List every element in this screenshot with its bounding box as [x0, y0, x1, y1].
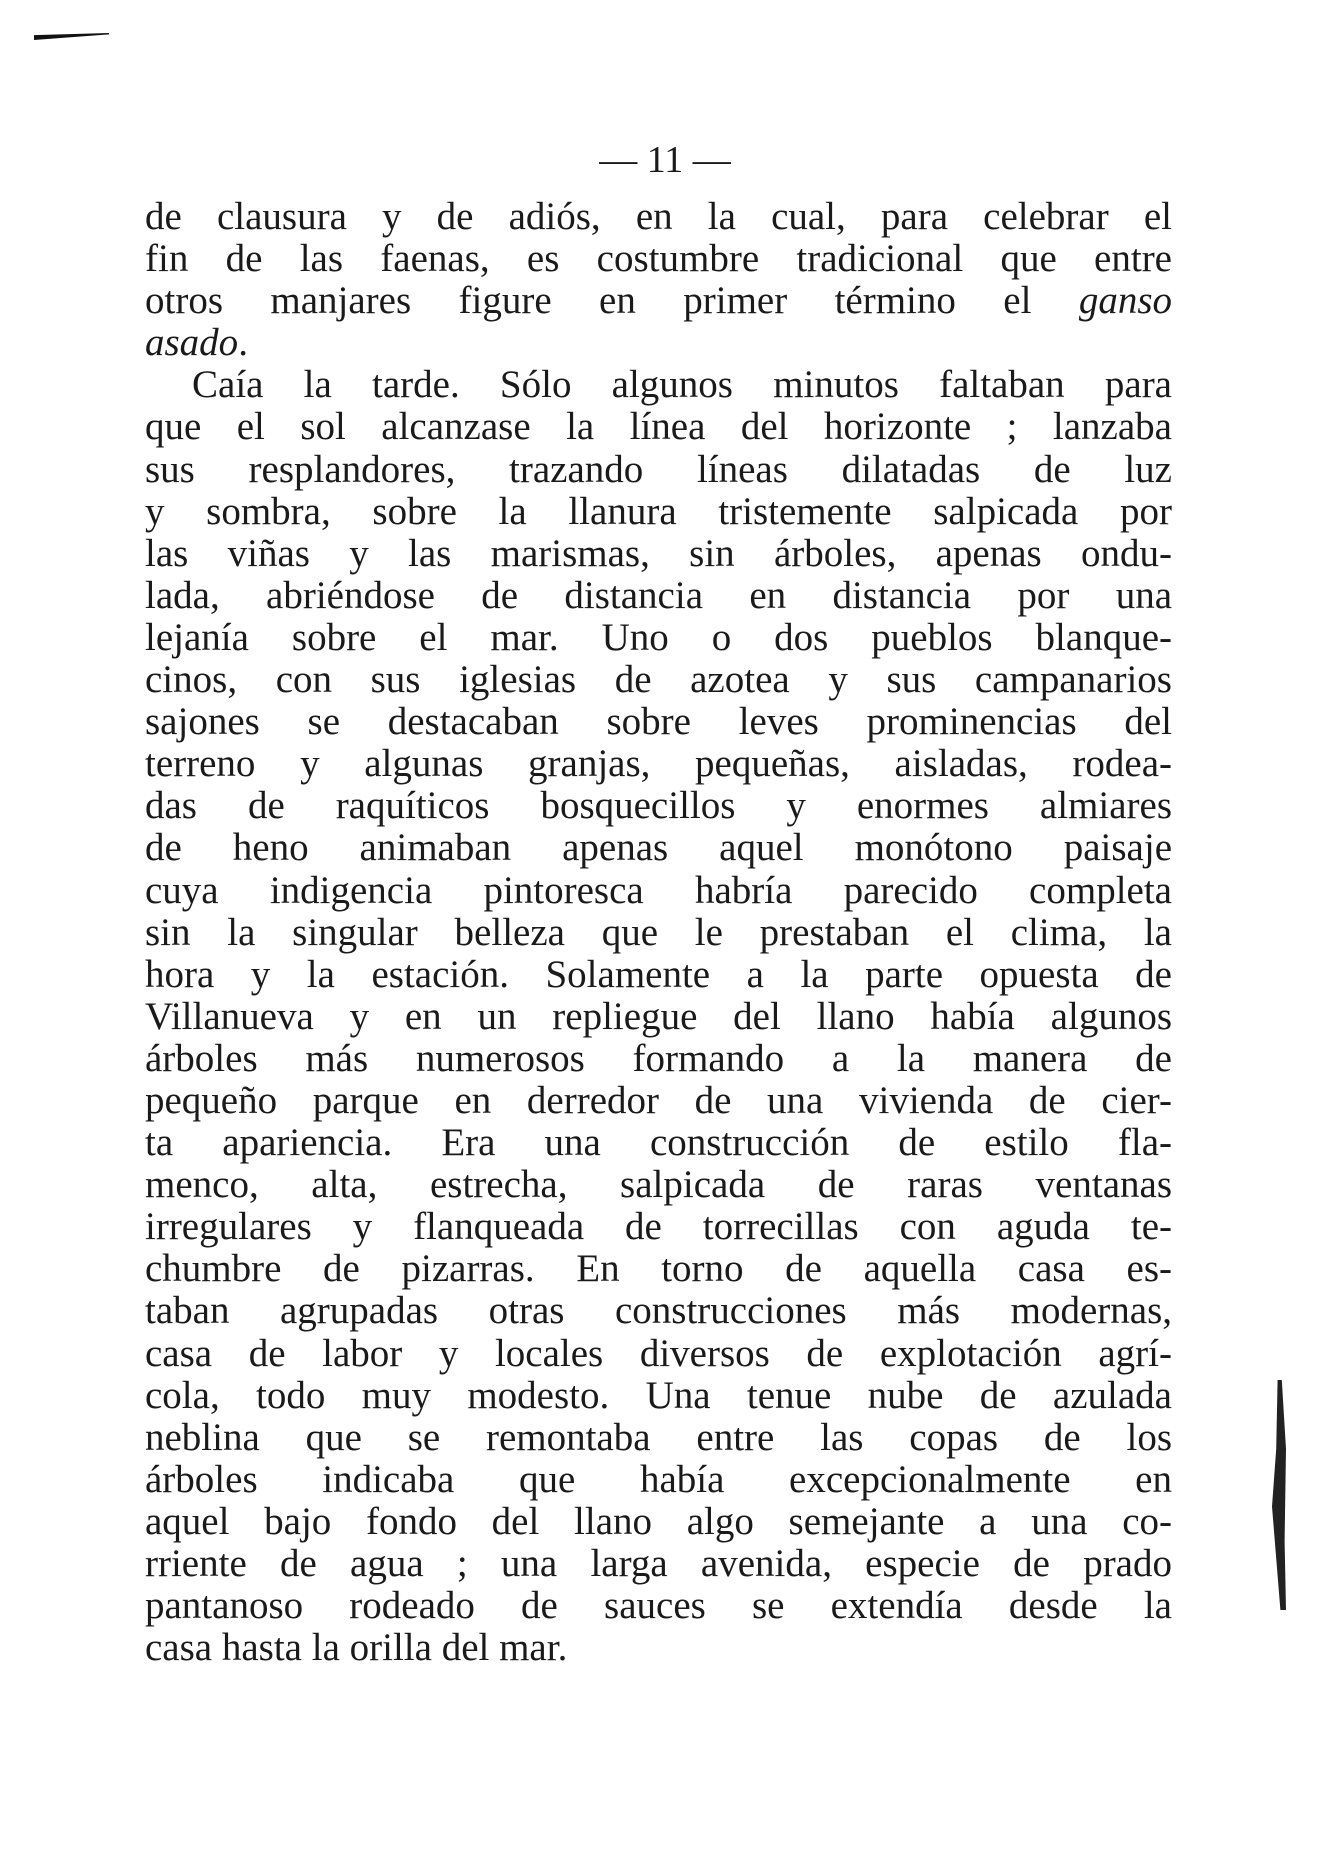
text-line: lejanía sobre el mar. Uno o dos pueblos blanque-	[145, 615, 1172, 659]
text-line: árboles indicaba que había excepcionalmente en	[145, 1457, 1172, 1501]
text-line: lada, abriéndose de distancia en distancia por una	[145, 573, 1172, 617]
text-line: árboles más numerosos formando a la manera de	[145, 1036, 1172, 1080]
body-text	[145, 196, 1172, 1669]
text-line: de heno animaban apenas aquel monótono paisaje	[145, 826, 1172, 870]
text-line: neblina que se remontaba entre las copas de los	[145, 1415, 1172, 1459]
text-line: sus resplandores, trazando líneas dilatadas de luz	[145, 447, 1172, 491]
text-line: das de raquíticos bosquecillos y enormes almiares	[145, 784, 1172, 828]
text-line: cinos, con sus iglesias de azotea y sus campanarios	[145, 658, 1172, 702]
text-line: casa de labor y locales diversos de explotación agrí-	[145, 1331, 1172, 1375]
text-line: taban agrupadas otras construcciones más modernas,	[145, 1289, 1172, 1333]
text-line: asado.	[145, 321, 248, 365]
text-line: menco, alta, estrecha, salpicada de raras ventanas	[145, 1163, 1172, 1207]
scan-smudge-mark	[34, 33, 109, 40]
text-line: chumbre de pizarras. En torno de aquella casa es-	[145, 1247, 1172, 1291]
text-line: cola, todo muy modesto. Una tenue nube de azulada	[145, 1373, 1172, 1417]
text-line: Caía la tarde. Sólo algunos minutos faltaban para	[192, 363, 1172, 407]
page-number: — 11 —	[599, 139, 731, 181]
scan-edge-mark	[1272, 1380, 1286, 1610]
text-line: casa hasta la orilla del mar.	[145, 1626, 568, 1670]
text-line: ta apariencia. Era una construcción de estilo fla-	[145, 1121, 1172, 1165]
text-line: irregulares y flanqueada de torrecillas con aguda te-	[145, 1205, 1172, 1249]
text-line: pequeño parque en derredor de una vivienda de cier-	[145, 1078, 1172, 1122]
text-line: rriente de agua ; una larga avenida, especie de prado	[145, 1542, 1172, 1585]
text-line: cuya indigencia pintoresca habría parecido completa	[145, 868, 1172, 912]
text-line: sin la singular belleza que le prestaban el clima, la	[145, 910, 1172, 954]
text-line: terreno y algunas granjas, pequeñas, aisladas, rodea-	[145, 742, 1172, 786]
text-line: pantanoso rodeado de sauces se extendía desde la	[145, 1584, 1172, 1628]
text-line: aquel bajo fondo del llano algo semejante a una co-	[145, 1499, 1172, 1543]
text-line: las viñas y las marismas, sin árboles, apenas ondu-	[145, 531, 1172, 575]
text-line: fin de las faenas, es costumbre tradicional que entre	[145, 237, 1172, 281]
text-line: Villanueva y en un repliegue del llano había algunos	[145, 994, 1172, 1038]
text-line: que el sol alcanzase la línea del horizonte ; lanzaba	[145, 405, 1172, 449]
italic-word: asado	[145, 321, 239, 365]
text-line: de clausura y de adiós, en la cual, para celebrar el	[145, 195, 1172, 238]
italic-word: ganso	[1078, 279, 1172, 323]
text-line: sajones se destacaban sobre leves prominencias del	[145, 700, 1172, 744]
text-line: otros manjares figure en primer término el ganso	[145, 279, 1172, 323]
text-line: hora y la estación. Solamente a la parte opuesta de	[145, 952, 1172, 996]
text-line: y sombra, sobre la llanura tristemente salpicada por	[145, 489, 1172, 533]
